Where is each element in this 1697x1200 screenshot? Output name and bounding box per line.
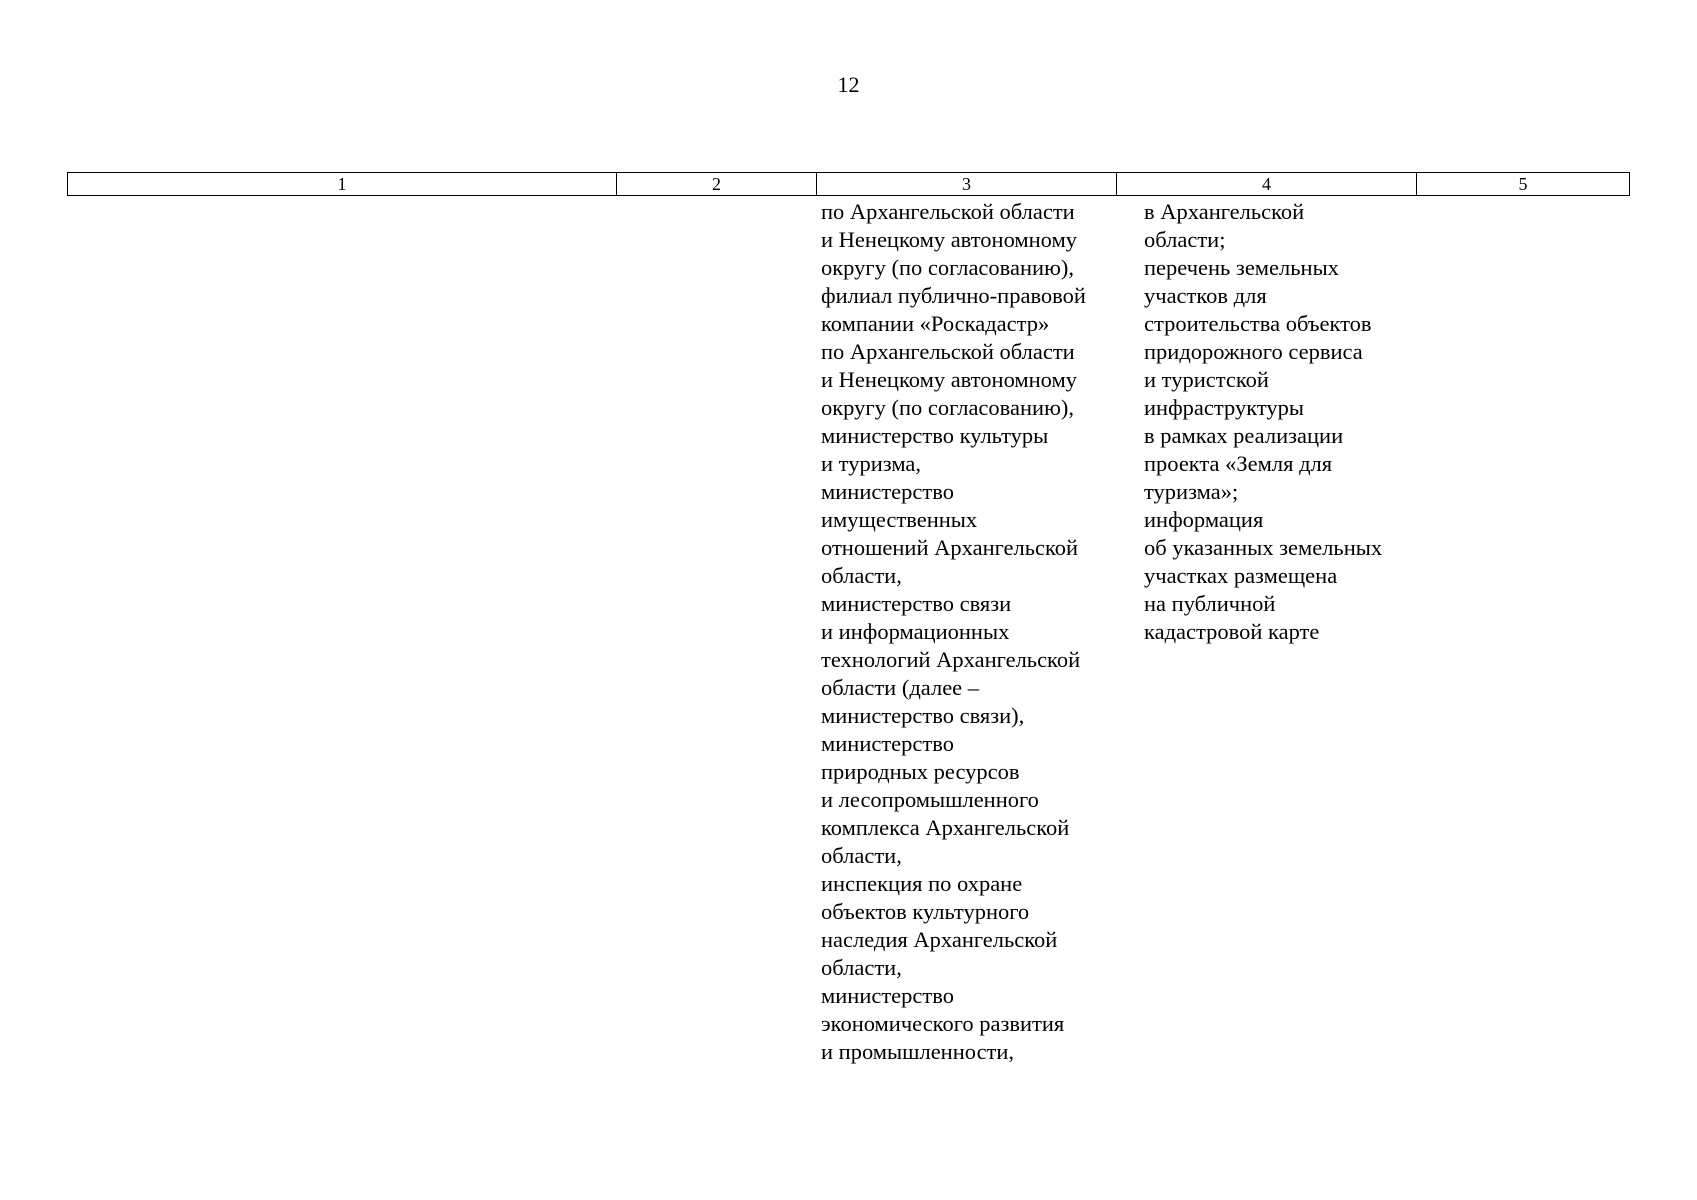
column-4-line: проекта «Земля для xyxy=(1144,451,1333,476)
column-3-line: и лесопромышленного xyxy=(821,787,1039,812)
column-3-line: инспекция по охране xyxy=(821,871,1023,896)
column-3-line: министерство xyxy=(821,983,954,1008)
column-3-line: и Ненецкому автономному xyxy=(821,227,1077,252)
column-3-line: министерство связи), xyxy=(821,703,1025,728)
column-3-line: компании «Роскадастр» xyxy=(821,311,1050,336)
column-3-line: округу (по согласованию), xyxy=(821,395,1074,420)
table-header-row xyxy=(67,172,1630,196)
column-header-2: 2 xyxy=(617,173,817,195)
column-3-line: и туризма, xyxy=(821,451,922,476)
column-3-line: министерство культуры xyxy=(821,423,1049,448)
column-3-line: области, xyxy=(821,955,902,980)
column-4-line: на публичной xyxy=(1144,591,1276,616)
column-4-line: информация xyxy=(1144,507,1264,532)
column-3-line: экономического развития xyxy=(821,1011,1065,1036)
column-3-line: области, xyxy=(821,843,902,868)
column-4-line: перечень земельных xyxy=(1144,255,1339,280)
column-4-line: и туристской xyxy=(1144,367,1269,392)
column-3-line: министерство xyxy=(821,731,954,756)
column-4-text xyxy=(1144,198,1382,646)
column-3-line: отношений Архангельской xyxy=(821,535,1079,560)
column-4-line: в рамках реализации xyxy=(1144,423,1344,448)
column-3-line: филиал публично-правовой xyxy=(821,283,1086,308)
column-3-line: области, xyxy=(821,563,902,588)
column-3-line: технологий Архангельской xyxy=(821,647,1081,672)
column-4-line: области; xyxy=(1144,227,1226,252)
column-3-line: округу (по согласованию), xyxy=(821,255,1074,280)
column-3-line: наследия Архангельской xyxy=(821,927,1058,952)
column-header-3: 3 xyxy=(817,173,1117,195)
column-3-line: области (далее – xyxy=(821,675,980,700)
column-4-line: участках размещена xyxy=(1144,563,1338,588)
column-3-line: и Ненецкому автономному xyxy=(821,367,1077,392)
column-3-line: по Архангельской области xyxy=(821,339,1075,364)
column-3-line: объектов культурного xyxy=(821,899,1030,924)
column-3-line: и информационных xyxy=(821,619,1010,644)
column-header-5: 5 xyxy=(1518,174,1528,194)
page-number: 12 xyxy=(837,72,860,97)
column-3-line: министерство связи xyxy=(821,591,1012,616)
column-3-line: имущественных xyxy=(821,507,978,532)
column-3-line: комплекса Архангельской xyxy=(821,815,1070,840)
column-3-line: министерство xyxy=(821,479,954,504)
column-3-text xyxy=(821,198,1086,1066)
column-4-line: туризма»; xyxy=(1144,479,1239,504)
column-4-line: об указанных земельных xyxy=(1144,535,1383,560)
column-header-1: 1 xyxy=(68,173,617,195)
column-4-line: придорожного сервиса xyxy=(1144,339,1363,364)
column-4-line: участков для xyxy=(1144,283,1267,308)
column-3-line: по Архангельской области xyxy=(821,199,1075,224)
column-4-line: кадастровой карте xyxy=(1144,619,1320,644)
column-4-line: строительства объектов xyxy=(1144,311,1372,336)
column-header-4: 4 xyxy=(1117,173,1417,195)
column-3-line: и промышленности, xyxy=(821,1039,1015,1064)
column-3-line: природных ресурсов xyxy=(821,759,1020,784)
column-4-line: в Архангельской xyxy=(1144,199,1305,224)
column-4-line: инфраструктуры xyxy=(1144,395,1304,420)
